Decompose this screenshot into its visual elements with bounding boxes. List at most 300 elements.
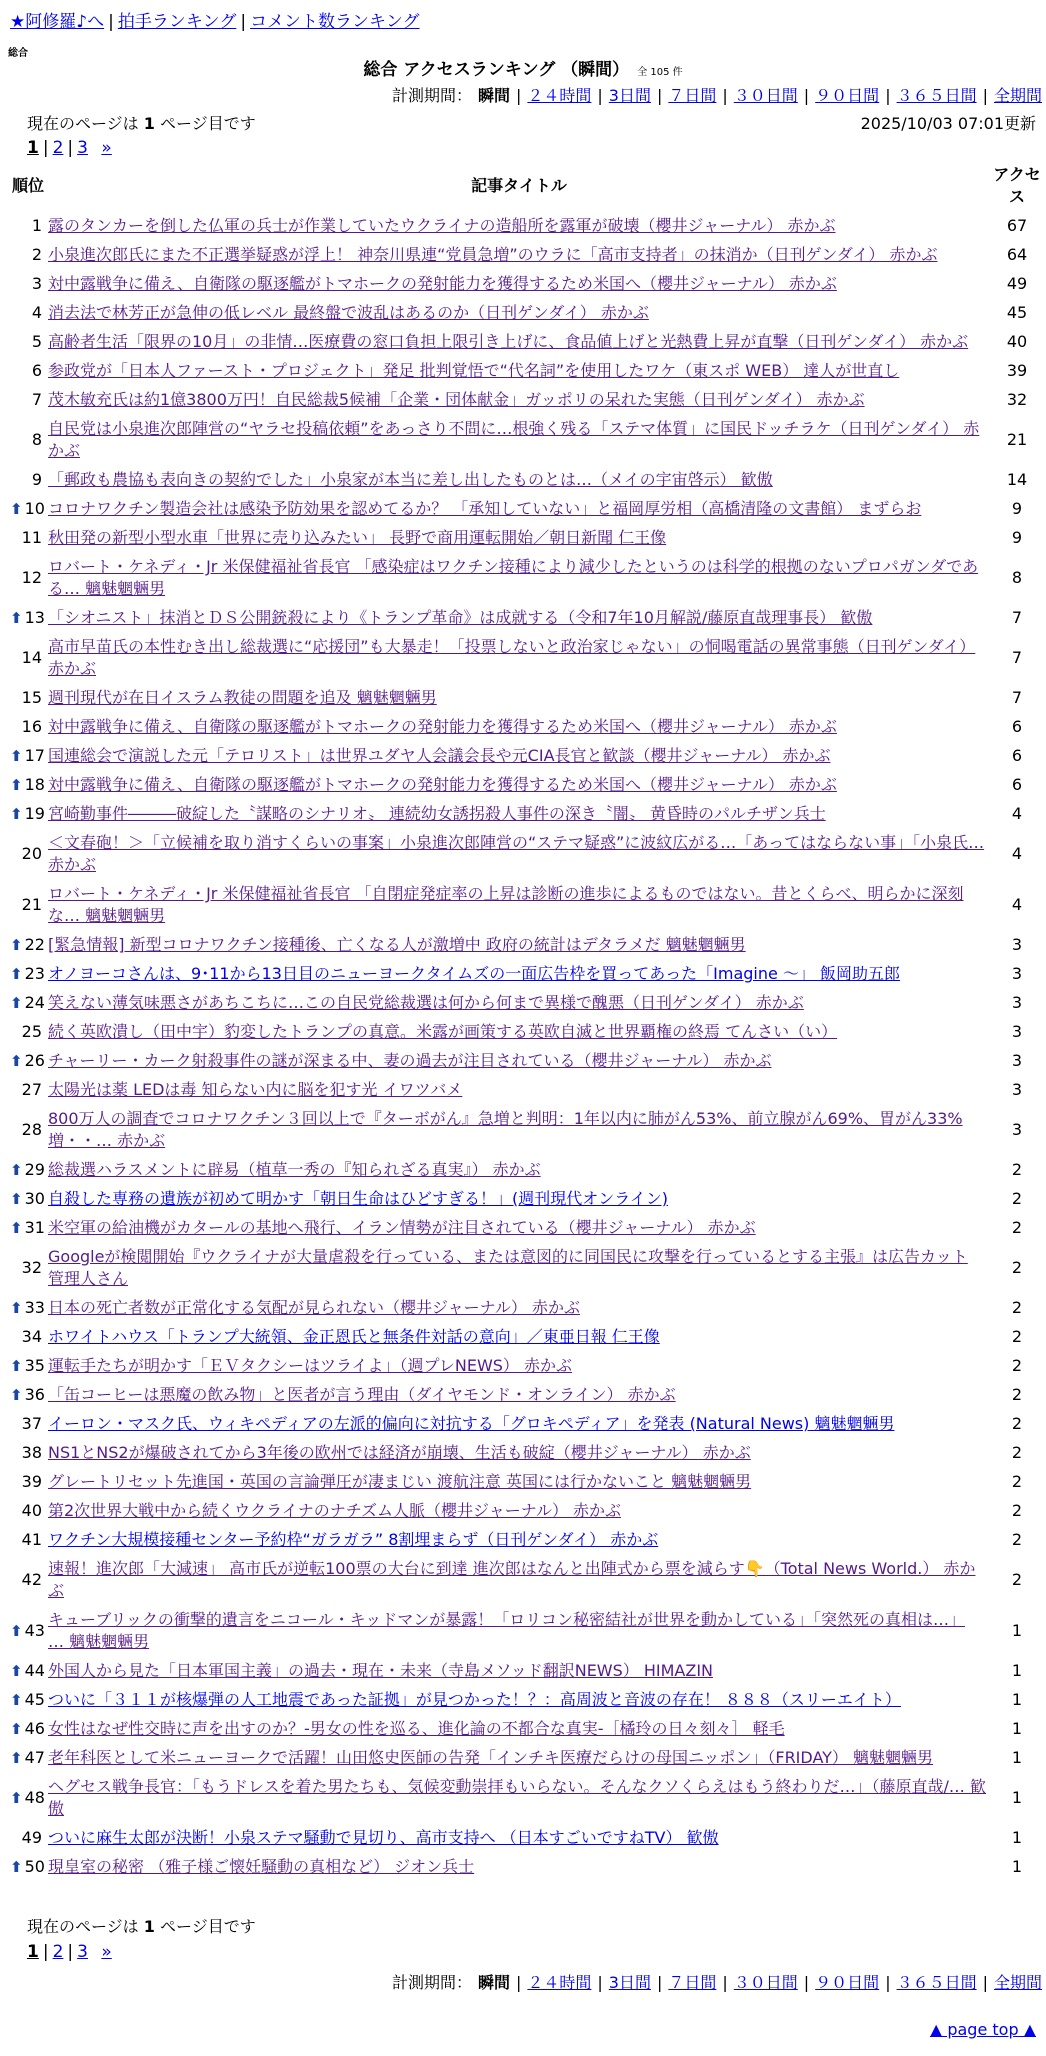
article-title-link[interactable]: NS1とNS2が爆破されてから3年後の欧州では経済が崩壊、生活も破綻（櫻井ジャーナル） 赤かぶ — [48, 1443, 751, 1462]
rank-number: 32 — [21, 1258, 42, 1277]
rank-number: 12 — [21, 568, 42, 587]
title-cell — [46, 1526, 992, 1555]
rank-number: 21 — [21, 895, 42, 914]
access-count: 1 — [1011, 1661, 1023, 1680]
period-link-7d[interactable]: ７日間 — [668, 86, 717, 105]
rank-cell — [10, 328, 46, 357]
table-row — [10, 299, 1042, 328]
rank-up-arrow-icon: ⬆ — [10, 609, 23, 627]
top-nav — [10, 10, 420, 34]
rank-number: 39 — [21, 1472, 42, 1491]
rank-cell — [10, 1853, 46, 1882]
access-count: 4 — [1011, 895, 1023, 914]
period-separator: | — [656, 1973, 663, 1992]
title-cell — [46, 1294, 992, 1323]
article-title-link[interactable]: 「郵政も農協も表向きの契約でした」小泉家が本当に差し出したものとは…（メイの宇宙啓示） 歓傲 — [48, 470, 773, 489]
table-row — [10, 1853, 1042, 1882]
period-link-90d[interactable]: ９０日間 — [815, 1973, 880, 1992]
rank-number: 25 — [21, 1022, 42, 1041]
pager-bottom — [27, 1940, 112, 1964]
title-cell — [46, 1555, 992, 1606]
pager-page-3[interactable]: 3 — [77, 1942, 88, 1962]
rank-up-arrow-icon: ⬆ — [10, 936, 23, 954]
title-cell — [46, 684, 992, 713]
article-title-link[interactable]: 第2次世界大戦中から続くウクライナのナチズム人脈（櫻井ジャーナル） 赤かぶ — [48, 1501, 622, 1520]
rank-cell — [10, 495, 46, 524]
article-title-link[interactable]: グレートリセット先進国・英国の言論弾圧が凄まじい 渡航注意 英国には行かないこと 魑魅魍魎男 — [48, 1472, 752, 1491]
rank-up-arrow-icon: ⬆ — [10, 1190, 23, 1208]
access-count: 1 — [1011, 1621, 1023, 1640]
access-count: 40 — [1006, 332, 1028, 351]
access-count: 3 — [1011, 1120, 1023, 1139]
table-row — [10, 1497, 1042, 1526]
access-count: 8 — [1011, 568, 1023, 587]
access-count: 2 — [1011, 1472, 1023, 1491]
article-title-link[interactable]: Googleが検閲開始『ウクライナが大量虐殺を行っている、または意図的に同国民に攻撃を行っているとする主張』は広告カット 管理人さん — [48, 1247, 968, 1288]
rank-cell — [10, 415, 46, 466]
rank-number: 27 — [21, 1080, 42, 1099]
rank-number: 33 — [24, 1298, 45, 1317]
table-row — [10, 989, 1042, 1018]
access-count: 7 — [1011, 648, 1023, 667]
article-title-link[interactable]: 自殺した専務の遺族が初めて明かす「朝日生命はひどすぎる！」(週刊現代オンライン) — [48, 1189, 669, 1208]
article-title-link[interactable]: 老年科医として米ニューヨークで活躍！山田悠史医師の告発「インチキ医療だらけの母国ニッポン」（FRIDAY） 魑魅魍魎男 — [48, 1748, 934, 1767]
article-title-link[interactable]: 自民党は小泉進次郎陣営の“ヤラセ投稿依頼”をあっさり不問に…根強く残る「ステマ体質」に国民ドッチラケ（日刊ゲンダイ） 赤かぶ — [48, 419, 980, 460]
period-selector-top — [392, 84, 1042, 108]
rank-cell — [10, 1555, 46, 1606]
rank-cell — [10, 1439, 46, 1468]
access-count: 14 — [1006, 470, 1028, 489]
rank-cell — [10, 1657, 46, 1686]
table-row — [10, 1555, 1042, 1606]
rank-up-arrow-icon: ⬆ — [10, 1749, 23, 1767]
rank-cell — [10, 1047, 46, 1076]
title-cell — [46, 1156, 992, 1185]
article-title-link[interactable]: ロバート・ケネディ・Jr 米保健福祉省長官 「感染症はワクチン接種により減少したというのは科学的根拠のないプロパガンダである… 魑魅魍魎男 — [48, 557, 979, 598]
rank-up-arrow-icon: ⬆ — [10, 805, 23, 823]
table-row — [10, 1773, 1042, 1824]
rank-cell — [10, 989, 46, 1018]
rank-cell — [10, 1744, 46, 1773]
period-separator: | — [803, 1973, 810, 1992]
period-label: 計測期間： — [391, 1973, 472, 1992]
article-title-link[interactable]: 総裁選ハラスメントに辟易（植草一秀の『知られざる真実』） 赤かぶ — [48, 1160, 541, 1179]
page-title: 総合 アクセスランキング （瞬間） — [363, 60, 630, 80]
title-cell — [46, 212, 992, 241]
nav-link-clap-ranking[interactable]: 拍手ランキング — [117, 12, 237, 32]
item-count: 全 105 件 — [637, 67, 683, 78]
rank-up-arrow-icon: ⬆ — [10, 1052, 23, 1070]
pager-separator — [88, 138, 101, 158]
access-count: 3 — [1011, 964, 1023, 983]
period-link-30d[interactable]: ３０日間 — [733, 1973, 798, 1992]
article-title-link[interactable]: キューブリックの衝撃的遺言をニコール・キッドマンが暴露！「ロリコン秘密結社が世界を動かしている」「突然死の真相は…」 … 魑魅魍魎男 — [48, 1610, 965, 1651]
title-cell — [46, 328, 992, 357]
rank-number: 38 — [21, 1443, 42, 1462]
table-row — [10, 328, 1042, 357]
rank-cell — [10, 1468, 46, 1497]
title-cell — [46, 1185, 992, 1214]
access-count: 67 — [1006, 216, 1028, 235]
access-count: 64 — [1006, 245, 1028, 264]
page-info-number: 1 — [143, 114, 155, 133]
period-current: 瞬間 — [477, 86, 510, 105]
rank-up-arrow-icon: ⬆ — [10, 500, 23, 518]
rank-number: 16 — [21, 717, 42, 736]
table-row — [10, 1526, 1042, 1555]
pager-separator — [88, 1942, 101, 1962]
category-tag: 総合 — [8, 48, 28, 59]
access-count: 6 — [1011, 775, 1023, 794]
access-count: 2 — [1011, 1189, 1023, 1208]
table-row — [10, 1410, 1042, 1439]
nav-link-comment-ranking[interactable]: コメント数ランキング — [250, 12, 420, 32]
table-row — [10, 742, 1042, 771]
access-count: 2 — [1011, 1327, 1023, 1346]
table-row — [10, 495, 1042, 524]
rank-cell — [10, 1156, 46, 1185]
article-title-link[interactable]: ロバート・ケネディ・Jr 米保健福祉省長官 「自閉症発症率の上昇は診断の進歩によるものではない。昔とくらべ、明らかに深刻な… 魑魅魍魎男 — [48, 884, 964, 925]
article-title-link[interactable]: 速報！進次郎「大減速」 高市氏が逆転100票の大台に到達 進次郎はなんと出陣式から票を減らす👇（Total News World.） 赤かぶ — [48, 1559, 976, 1600]
title-cell — [46, 1243, 992, 1294]
table-row — [10, 633, 1042, 684]
period-separator: | — [982, 1973, 988, 1992]
nav-link-asyura[interactable]: ★阿修羅♪へ — [10, 12, 105, 32]
title-cell — [46, 357, 992, 386]
access-count: 49 — [1006, 274, 1028, 293]
page-info-bottom — [27, 1915, 256, 1939]
rank-number: 36 — [24, 1385, 45, 1404]
access-count: 3 — [1011, 1022, 1023, 1041]
period-separator: | — [722, 1973, 728, 1992]
period-link-365d[interactable]: ３６５日間 — [896, 1973, 977, 1992]
rank-up-arrow-icon: ⬆ — [10, 1219, 23, 1237]
rank-number: 41 — [21, 1530, 42, 1549]
rank-cell — [10, 1185, 46, 1214]
article-title-link[interactable]: オノヨーコさんは、9･11から13日目のニューヨークタイムズの一面広告枠を買ってあった「Imagine ～」 飯岡助五郎 — [48, 964, 901, 983]
rank-number: 10 — [24, 499, 45, 518]
title-cell — [46, 299, 992, 328]
article-title-link[interactable]: 米空軍の給油機がカタールの基地へ飛行、イラン情勢が注目されている（櫻井ジャーナル） 赤かぶ — [48, 1218, 756, 1237]
table-row — [10, 829, 1042, 880]
title-cell — [46, 1744, 992, 1773]
rank-cell — [10, 212, 46, 241]
title-cell — [46, 931, 992, 960]
rank-cell — [10, 800, 46, 829]
article-title-link[interactable]: 「缶コーヒーは悪魔の飲み物」と医者が言う理由（ダイヤモンド・オンライン） 赤かぶ — [48, 1385, 676, 1404]
article-title-link[interactable]: 運転手たちが明かす「ＥＶタクシーはツライよ」（週プレNEWS） 赤かぶ — [48, 1356, 573, 1375]
rank-number: 8 — [31, 430, 42, 449]
article-title-link[interactable]: 小泉進次郎氏にまた不正選挙疑惑が浮上！ 神奈川県連“党員急増”のウラに「高市支持者」の抹消か（日刊ゲンダイ） 赤かぶ — [48, 245, 938, 264]
article-title-link[interactable]: ＜文春砲！＞「立候補を取り消すくらいの事案」小泉進次郎陣営の“ステマ疑惑”に波紋広がる…「あってはならない事」「小泉氏… 赤かぶ — [48, 833, 985, 874]
title-cell — [46, 1076, 992, 1105]
rank-number: 9 — [31, 470, 42, 489]
title-cell — [46, 1497, 992, 1526]
article-title-link[interactable]: 日本の死亡者数が正常化する気配が見られない（櫻井ジャーナル） 赤かぶ — [48, 1298, 580, 1317]
rank-cell — [10, 1243, 46, 1294]
article-title-link[interactable]: ヘグセス戦争長官：「もうドレスを着た男たちも、気候変動崇拝もいらない。そんなクソくらえはもう終わりだ…」（藤原直哉/… 歓傲 — [48, 1777, 986, 1818]
rank-number: 11 — [21, 528, 42, 547]
table-row — [10, 1606, 1042, 1657]
table-row — [10, 1352, 1042, 1381]
table-row — [10, 1381, 1042, 1410]
rank-cell — [10, 1686, 46, 1715]
article-title-link[interactable]: ついに麻生太郎が決断！小泉ステマ騒動で見切り、高市支持へ （日本すごいですねTV） 歓傲 — [48, 1828, 719, 1847]
page-info-prefix: 現在のページは — [27, 1917, 144, 1936]
header-title: 記事タイトル — [471, 176, 567, 195]
rank-number: 22 — [24, 935, 45, 954]
pager-separator: | — [67, 138, 74, 158]
access-count: 3 — [1011, 1051, 1023, 1070]
rank-number: 4 — [31, 303, 42, 322]
article-title-link[interactable]: 茂木敏充氏は約1億3800万円！自民総裁5候補「企業・団体献金」ガッポリの呆れた実態（日刊ゲンダイ） 赤かぶ — [48, 390, 865, 409]
rank-cell — [10, 742, 46, 771]
article-title-link[interactable]: 高齢者生活「限界の10月」の非情…医療費の窓口負担上限引き上げに、食品値上げと光熱費上昇が直撃（日刊ゲンダイ） 赤かぶ — [48, 332, 969, 351]
article-title-link[interactable]: 週刊現代が在日イスラム教徒の問題を追及 魑魅魍魎男 — [48, 688, 437, 707]
period-separator: | — [885, 86, 891, 105]
period-separator: | — [803, 86, 810, 105]
period-link-3d[interactable]: 3日間 — [608, 1973, 651, 1992]
pager-next[interactable]: » — [101, 138, 112, 158]
rank-up-arrow-icon: ⬆ — [10, 1720, 23, 1738]
access-count: 2 — [1011, 1385, 1023, 1404]
title-cell — [46, 1105, 992, 1156]
article-title-link[interactable]: ワクチン大規模接種センター予約枠“ガラガラ” 8割埋まらず（日刊ゲンダイ） 赤かぶ — [48, 1530, 659, 1549]
title-cell — [46, 1214, 992, 1243]
page-info-number: 1 — [143, 1917, 155, 1936]
article-title-link[interactable]: イーロン・マスク氏、ウィキペディアの左派的偏向に対抗する「グロキペディア」を発表 (Natural News) 魑魅魍魎男 — [48, 1414, 895, 1433]
table-row — [10, 1076, 1042, 1105]
rank-number: 40 — [21, 1501, 42, 1520]
title-cell — [46, 713, 992, 742]
access-count: 1 — [1011, 1748, 1023, 1767]
pager-separator: | — [42, 138, 49, 158]
period-link-all[interactable]: 全期間 — [993, 1973, 1042, 1992]
rank-number: 50 — [24, 1857, 45, 1876]
title-cell — [46, 880, 992, 931]
article-title-link[interactable]: 外国人から見た「日本軍国主義」の過去・現在・未来（寺島メソッド翻訳NEWS） HIMAZIN — [48, 1661, 714, 1680]
article-title-link[interactable]: チャーリー・カーク射殺事件の謎が深まる中、妻の過去が注目されている（櫻井ジャーナル） 赤かぶ — [48, 1051, 772, 1070]
article-title-link[interactable]: 笑えない薄気味悪さがあちこちに…この自民党総裁選は何から何まで異様で醜悪（日刊ゲンダイ） 赤かぶ — [48, 993, 804, 1012]
pager-top — [27, 136, 112, 160]
rank-up-arrow-icon: ⬆ — [10, 1161, 23, 1179]
table-row — [10, 1047, 1042, 1076]
access-count: 2 — [1011, 1298, 1023, 1317]
title-cell — [46, 524, 992, 553]
page-top-link[interactable]: ▲ page top ▲ — [929, 2020, 1036, 2039]
article-title-link[interactable]: 秋田発の新型小型水車「世界に売り込みたい」 長野で商用運転開始／朝日新聞 仁王像 — [48, 528, 667, 547]
period-link-all[interactable]: 全期間 — [993, 86, 1042, 105]
access-count: 3 — [1011, 993, 1023, 1012]
article-title-link[interactable]: 太陽光は薬 LEDは毒 知らない内に脳を犯す光 イワツバメ — [48, 1080, 463, 1099]
table-row — [10, 415, 1042, 466]
title-cell — [46, 1773, 992, 1824]
access-count: 7 — [1011, 688, 1023, 707]
access-count: 4 — [1011, 804, 1023, 823]
article-title-link[interactable]: 現皇室の秘密 （雅子様ご懐妊騒動の真相など） ジオン兵士 — [48, 1857, 475, 1876]
rank-number: 19 — [24, 804, 45, 823]
rank-up-arrow-icon: ⬆ — [10, 747, 23, 765]
article-title-link[interactable]: 露のタンカーを倒した仏軍の兵士が作業していたウクライナの造船所を露軍が破壊（櫻井ジャーナル） 赤かぶ — [48, 216, 836, 235]
article-title-link[interactable]: 対中露戦争に備え、自衛隊の駆逐艦がトマホークの発射能力を獲得するため米国へ（櫻井ジャーナル） 赤かぶ — [48, 717, 837, 736]
period-link-365d[interactable]: ３６５日間 — [896, 86, 977, 105]
access-count: 2 — [1011, 1570, 1023, 1589]
rank-cell — [10, 1352, 46, 1381]
rank-up-arrow-icon: ⬆ — [10, 1622, 23, 1640]
title-cell — [46, 386, 992, 415]
page-info-suffix: ページ目です — [154, 1917, 256, 1936]
access-count: 1 — [1011, 1857, 1023, 1876]
rank-cell — [10, 553, 46, 604]
title-cell — [46, 1381, 992, 1410]
access-count: 3 — [1011, 935, 1023, 954]
title-cell — [46, 1606, 992, 1657]
table-row — [10, 1657, 1042, 1686]
table-row — [10, 931, 1042, 960]
rank-cell — [10, 1381, 46, 1410]
table-row — [10, 212, 1042, 241]
period-separator: | — [722, 86, 728, 105]
rank-up-arrow-icon: ⬆ — [10, 1691, 23, 1709]
title-cell — [46, 1853, 992, 1882]
rank-number: 5 — [31, 332, 42, 351]
access-count: 1 — [1011, 1828, 1023, 1847]
rank-number: 28 — [21, 1120, 42, 1139]
rank-cell — [10, 1294, 46, 1323]
pager-page-3[interactable]: 3 — [77, 138, 88, 158]
rank-cell — [10, 1323, 46, 1352]
article-title-link[interactable]: 続く英欧潰し（田中宇）豹変したトランプの真意。米露が画策する英欧自滅と世界覇権の終焉 てんさい（い） — [48, 1022, 838, 1041]
rank-number: 6 — [31, 361, 42, 380]
pager-current: 1 — [27, 1942, 39, 1962]
article-title-link[interactable]: 800万人の調査でコロナワクチン３回以上で『ターボがん』急増と判明：1年以内に肺がん53%、前立腺がん69%、胃がん33%増・・… 赤かぶ — [48, 1109, 963, 1150]
period-label: 計測期間： — [391, 86, 472, 105]
article-title-link[interactable]: 宮崎勤事件―――破綻した〝謀略のシナリオ〟 連続幼女誘拐殺人事件の深き〝闇〟 黄昏時のパルチザン兵士 — [48, 804, 826, 823]
article-title-link[interactable]: [緊急情報] 新型コロナワクチン接種後、亡くなる人が激増中 政府の統計はデタラメだ 魑魅魍魎男 — [48, 935, 746, 954]
period-separator: | — [597, 1973, 603, 1992]
rank-cell — [10, 713, 46, 742]
title-cell — [46, 1686, 992, 1715]
table-row — [10, 241, 1042, 270]
rank-cell — [10, 466, 46, 495]
title-cell — [46, 800, 992, 829]
rank-number: 49 — [21, 1828, 42, 1847]
article-title-link[interactable]: 参政党が「日本人ファースト・プロジェクト」発足 批判覚悟で“代名詞”を使用したワケ（東スポ WEB） 達人が世直し — [48, 361, 900, 380]
nav-separator: | — [108, 12, 114, 32]
title-cell — [46, 960, 992, 989]
access-count: 4 — [1011, 844, 1023, 863]
period-selector-bottom — [392, 1971, 1042, 1995]
rank-cell — [10, 1410, 46, 1439]
rank-number: 2 — [31, 245, 42, 264]
title-cell — [46, 1323, 992, 1352]
article-title-link[interactable]: 女性はなぜ性交時に声を出すのか？-男女の性を巡る、進化論の不都合な真実-［橘玲の日々刻々］ 軽毛 — [48, 1719, 785, 1738]
article-title-link[interactable]: コロナワクチン製造会社は感染予防効果を認めてるか？ 「承知していない」と福岡厚労相（高橋清隆の文書館） まずらお — [48, 499, 922, 518]
rank-number: 24 — [24, 993, 45, 1012]
article-title-link[interactable]: 対中露戦争に備え、自衛隊の駆逐艦がトマホークの発射能力を獲得するため米国へ（櫻井ジャーナル） 赤かぶ — [48, 775, 837, 794]
table-row — [10, 466, 1042, 495]
title-cell — [46, 829, 992, 880]
table-row — [10, 1468, 1042, 1497]
pager-page-2[interactable]: 2 — [52, 1942, 64, 1962]
rank-up-arrow-icon: ⬆ — [10, 1789, 23, 1807]
period-separator: | — [885, 1973, 891, 1992]
access-count: 32 — [1006, 390, 1028, 409]
title-cell — [46, 1824, 992, 1853]
table-row — [10, 1323, 1042, 1352]
title-cell — [46, 270, 992, 299]
page-info-prefix: 現在のページは — [27, 114, 144, 133]
page-title-row — [0, 58, 1046, 85]
rank-cell — [10, 684, 46, 713]
title-cell — [46, 1410, 992, 1439]
table-row — [10, 553, 1042, 604]
rank-number: 14 — [21, 648, 42, 667]
article-title-link[interactable]: 「シオニスト」抹消とＤＳ公開銃殺により《トランプ革命》は成就する（令和7年10月解説/藤原直哉理事長） 歓傲 — [48, 608, 873, 627]
table-row — [10, 604, 1042, 633]
rank-cell — [10, 1715, 46, 1744]
article-title-link[interactable]: ホワイトハウス「トランプ大統領、金正恩氏と無条件対話の意向」／東亜日報 仁王像 — [48, 1327, 660, 1346]
table-row — [10, 386, 1042, 415]
access-count: 1 — [1011, 1788, 1023, 1807]
rank-number: 31 — [24, 1218, 45, 1237]
period-separator: | — [597, 86, 603, 105]
article-title-link[interactable]: 対中露戦争に備え、自衛隊の駆逐艦がトマホークの発射能力を獲得するため米国へ（櫻井ジャーナル） 赤かぶ — [48, 274, 837, 293]
access-count: 2 — [1011, 1258, 1023, 1277]
pager-separator: | — [67, 1942, 74, 1962]
rank-cell — [10, 633, 46, 684]
period-link-24h[interactable]: ２４時間 — [527, 86, 592, 105]
pager-page-2[interactable]: 2 — [52, 138, 64, 158]
access-count: 2 — [1011, 1218, 1023, 1237]
table-row — [10, 1744, 1042, 1773]
rank-cell — [10, 960, 46, 989]
article-title-link[interactable]: 消去法で林芳正が急伸の低レベル 最終盤で波乱はあるのか（日刊ゲンダイ） 赤かぶ — [48, 303, 649, 322]
rank-number: 42 — [21, 1570, 42, 1589]
title-cell — [46, 633, 992, 684]
article-title-link[interactable]: ついに「３１１が核爆弾の人工地震であった証拠」が見つかった！？：高周波と音波の存在！ ８８８（スリーエイト） — [48, 1690, 901, 1709]
period-link-24h[interactable]: ２４時間 — [527, 1973, 592, 1992]
rank-cell — [10, 931, 46, 960]
rank-cell — [10, 604, 46, 633]
article-title-link[interactable]: 国連総会で演説した元「テロリスト」は世界ユダヤ人会議会長や元CIA長官と歓談（櫻井ジャーナル） 赤かぶ — [48, 746, 831, 765]
rank-number: 44 — [24, 1661, 45, 1680]
header-count: アクセス — [993, 165, 1041, 206]
table-row — [10, 800, 1042, 829]
table-row — [10, 1185, 1042, 1214]
rank-cell — [10, 1018, 46, 1047]
period-link-90d[interactable]: ９０日間 — [815, 86, 880, 105]
rank-number: 3 — [31, 274, 42, 293]
title-cell — [46, 989, 992, 1018]
period-link-30d[interactable]: ３０日間 — [733, 86, 798, 105]
access-count: 2 — [1011, 1160, 1023, 1179]
title-cell — [46, 466, 992, 495]
title-cell — [46, 1352, 992, 1381]
period-link-3d[interactable]: 3日間 — [608, 86, 651, 105]
pager-next[interactable]: » — [101, 1942, 112, 1962]
rank-up-arrow-icon: ⬆ — [10, 1357, 23, 1375]
access-count: 3 — [1011, 1080, 1023, 1099]
nav-separator: | — [240, 12, 247, 32]
rank-cell — [10, 524, 46, 553]
table-row — [10, 1243, 1042, 1294]
title-cell — [46, 1439, 992, 1468]
article-title-link[interactable]: 高市早苗氏の本性むき出し総裁選に“応援団”も大暴走！「投票しないと政治家じゃない」の恫喝電話の異常事態（日刊ゲンダイ） 赤かぶ — [48, 637, 976, 678]
rank-number: 26 — [24, 1051, 45, 1070]
period-link-7d[interactable]: ７日間 — [668, 1973, 717, 1992]
ranking-table — [10, 162, 1042, 1882]
